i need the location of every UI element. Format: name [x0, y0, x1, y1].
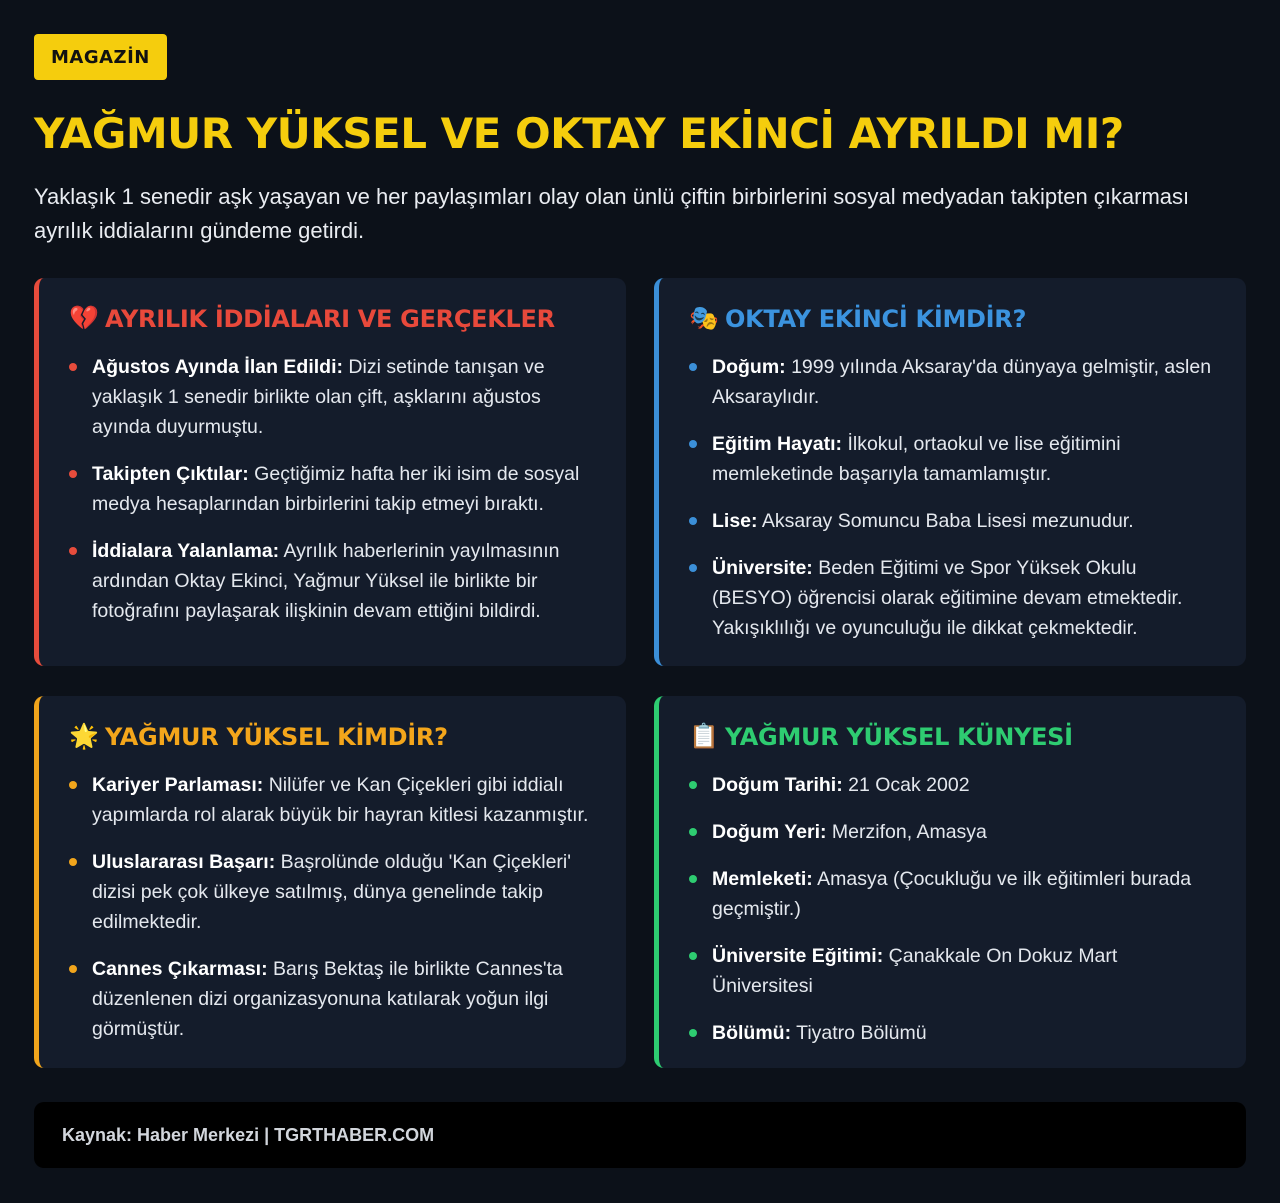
- card-title: YAĞMUR YÜKSEL KİMDİR?: [105, 723, 448, 751]
- bullet-dot: [689, 363, 697, 371]
- item-text: Ayrılık haberlerinin yayılmasının ardından Oktay Ekinci, Yağmur Yüksel ile birlikte bir fotoğrafını paylaşarak ilişkinin devam ettiğini bildirdi.: [92, 540, 560, 622]
- item-label: Doğum Tarihi:: [712, 774, 843, 796]
- list-item: [689, 817, 1216, 847]
- item-text: Geçtiğimiz hafta her iki isim de sosyal medya hesaplarından birbirlerini takip etmeyi bıraktı.: [92, 463, 580, 515]
- article-title: YAĞMUR YÜKSEL VE OKTAY EKİNCİ AYRILDI MI?: [34, 109, 1124, 158]
- item-label: Kariyer Parlaması:: [92, 774, 264, 796]
- bullet-dot: [69, 965, 77, 973]
- card-yagmur-yuksel: [34, 696, 626, 1068]
- item-label: Uluslararası Başarı:: [92, 851, 276, 873]
- bullet-dot: [689, 952, 697, 960]
- item-text: İlkokul, ortaokul ve lise eğitimini memleketinde başarıyla tamamlamıştır.: [712, 433, 1121, 485]
- item-label: Doğum:: [712, 356, 786, 378]
- item-label: Ağustos Ayında İlan Edildi:: [92, 356, 343, 378]
- item-label: Bölümü:: [712, 1022, 792, 1044]
- item-label: Lise:: [712, 510, 758, 532]
- clipboard-icon: 📋: [689, 723, 719, 750]
- item-text: 1999 yılında Aksaray'da dünyaya gelmiştir, aslen Aksaraylıdır.: [712, 356, 1212, 408]
- bullet-dot: [689, 875, 697, 883]
- item-label: Cannes Çıkarması:: [92, 958, 268, 980]
- list-item: [69, 352, 596, 442]
- list-item: [69, 954, 596, 1044]
- card-list: [69, 352, 596, 626]
- card-list: [69, 770, 596, 1044]
- card-yagmur-kunye: [654, 696, 1246, 1068]
- item-label: Memleketi:: [712, 868, 813, 890]
- card-list: [689, 770, 1216, 1048]
- item-text: Barış Bektaş ile birlikte Cannes'ta düzenlenen dizi organizasyonuna katılarak yoğun ilgi görmüştür.: [92, 958, 563, 1040]
- list-item: [69, 847, 596, 937]
- bullet-dot: [69, 470, 77, 478]
- card-header: [69, 300, 596, 338]
- card-header: [69, 718, 596, 756]
- list-item: [689, 864, 1216, 924]
- list-item: [689, 553, 1216, 643]
- bullet-dot: [689, 1029, 697, 1037]
- source-footer: [34, 1102, 1246, 1168]
- item-label: Takipten Çıktılar:: [92, 463, 249, 485]
- card-title: OKTAY EKİNCİ KİMDİR?: [725, 305, 1027, 333]
- sparkle-star-icon: 🌟: [69, 723, 99, 750]
- item-text: Tiyatro Bölümü: [791, 1022, 927, 1044]
- item-label: Üniversite:: [712, 557, 813, 579]
- card-list: [689, 352, 1216, 643]
- item-label: İddialara Yalanlama:: [92, 540, 280, 562]
- bullet-dot: [689, 564, 697, 572]
- card-header: [689, 300, 1216, 338]
- item-text: Aksaray Somuncu Baba Lisesi mezunudur.: [757, 510, 1134, 532]
- category-tag[interactable]: MAGAZİN: [34, 34, 167, 80]
- bullet-dot: [689, 781, 697, 789]
- bullet-dot: [689, 517, 697, 525]
- info-cards-grid: [34, 278, 1246, 1068]
- theater-masks-icon: 🎭: [689, 305, 719, 332]
- item-label: Üniversite Eğitimi:: [712, 945, 884, 967]
- item-text: Beden Eğitimi ve Spor Yüksek Okulu (BESYO) öğrencisi olarak eğitimine devam etmektedir. Yakışıklılığı ve oyunculuğu ile dikkat çekmektedir.: [712, 557, 1183, 639]
- article-lead: Yaklaşık 1 senedir aşk yaşayan ve her paylaşımları olay olan ünlü çiftin birbirlerini sosyal medyadan takipten çıkarması ayrılık iddialarını gündeme getirdi.: [34, 184, 1190, 243]
- item-text: Nilüfer ve Kan Çiçekleri gibi iddialı yapımlarda rol alarak büyük bir hayran kitlesi kazanmıştır.: [92, 774, 589, 826]
- item-label: Doğum Yeri:: [712, 821, 827, 843]
- list-item: [69, 459, 596, 519]
- list-item: [689, 770, 1216, 800]
- bullet-dot: [69, 363, 77, 371]
- card-header: [689, 718, 1216, 756]
- card-title: AYRILIK İDDİALARI VE GERÇEKLER: [105, 305, 555, 333]
- list-item: [689, 352, 1216, 412]
- item-text: Dizi setinde tanışan ve yaklaşık 1 senedir birlikte olan çift, aşklarını ağustos ayında duyurmuştu.: [92, 356, 545, 438]
- list-item: [689, 941, 1216, 1001]
- list-item: [689, 506, 1216, 536]
- bullet-dot: [689, 828, 697, 836]
- bullet-dot: [69, 781, 77, 789]
- source-text: Kaynak: Haber Merkezi | TGRTHABER.COM: [62, 1124, 435, 1145]
- bullet-dot: [689, 440, 697, 448]
- list-item: [689, 429, 1216, 489]
- card-title: YAĞMUR YÜKSEL KÜNYESİ: [725, 723, 1073, 751]
- bullet-dot: [69, 858, 77, 866]
- list-item: [689, 1018, 1216, 1048]
- broken-heart-icon: 💔: [69, 305, 99, 332]
- item-text: 21 Ocak 2002: [842, 774, 970, 796]
- card-breakup-claims: [34, 278, 626, 666]
- card-oktay-ekinci: [654, 278, 1246, 666]
- list-item: [69, 536, 596, 626]
- bullet-dot: [69, 547, 77, 555]
- item-text: Merzifon, Amasya: [826, 821, 987, 843]
- item-text: Çanakkale On Dokuz Mart Üniversitesi: [712, 945, 1118, 997]
- list-item: [69, 770, 596, 830]
- item-text: Amasya (Çocukluğu ve ilk eğitimleri burada geçmiştir.): [712, 868, 1192, 920]
- item-text: Başrolünde olduğu 'Kan Çiçekleri' dizisi pek çok ülkeye satılmış, dünya genelinde takip edilmektedir.: [92, 851, 571, 933]
- item-label: Eğitim Hayatı:: [712, 433, 843, 455]
